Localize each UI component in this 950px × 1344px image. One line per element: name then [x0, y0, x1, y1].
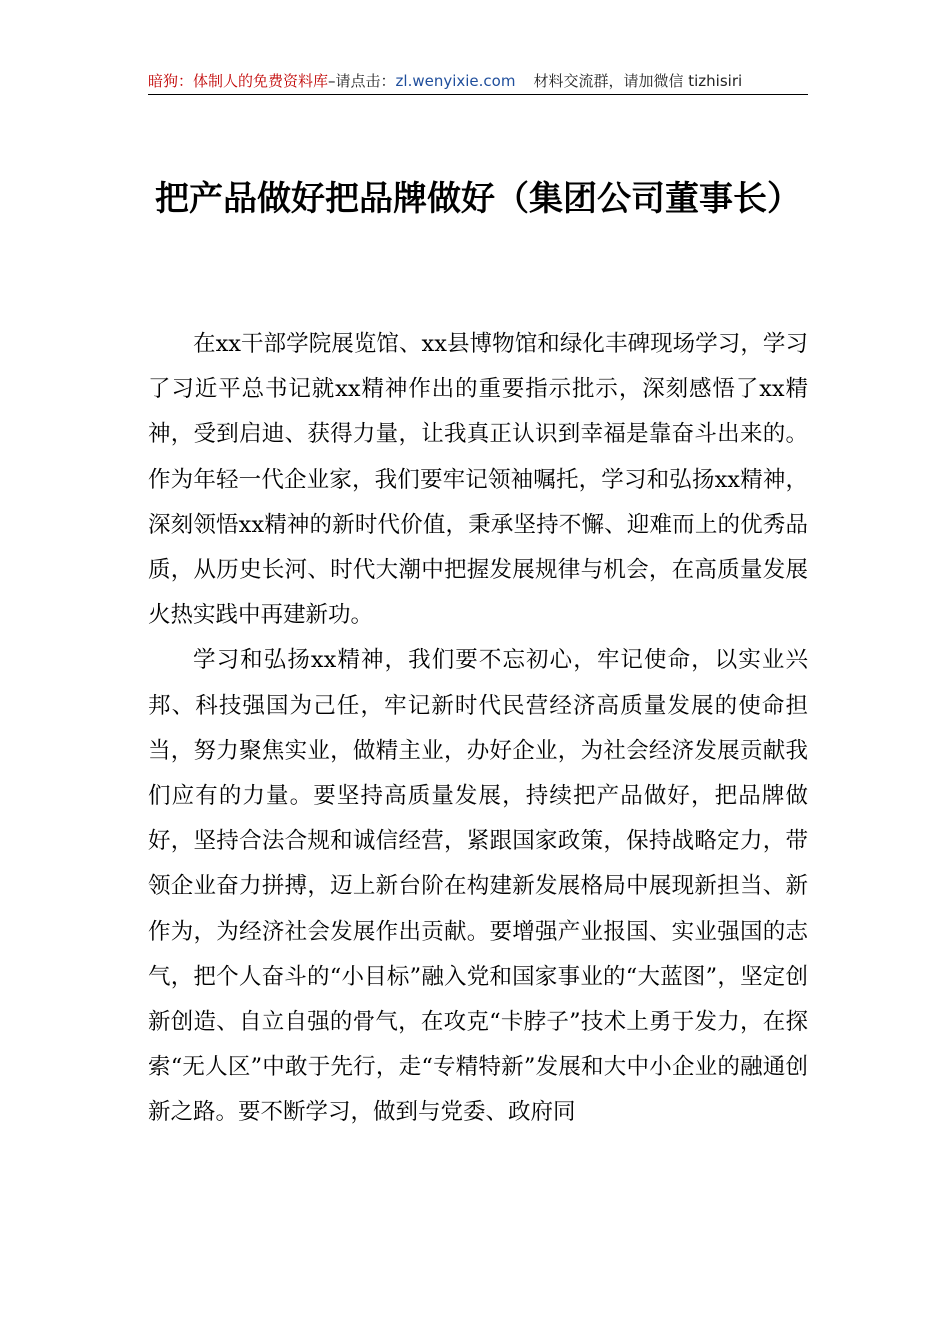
- document-body: [148, 322, 808, 1136]
- document-title: 把产品做好把品牌做好（集团公司董事长）: [155, 179, 801, 219]
- header-site-name: 暗狗：体制人的免费资料库: [148, 72, 329, 90]
- header-click-prompt: –请点击：: [328, 72, 396, 90]
- paragraph-1: 在xx干部学院展览馆、xx县博物馆和绿化丰碑现场学习，学习了习近平总书记就xx精神作出的重要指示批示，深刻感悟了xx精神，受到启迪、获得力量，让我真正认识到幸福是靠奋斗出来的。作为年轻一代企业家，我们要牢记领袖嘱托，学习和弘扬xx精神，深刻领悟xx精神的新时代价值，秉承坚持不懈、迎难而上的优秀品质，从历史长河、时代大潮中把握发展规律与机会，在高质量发展火热实践中再建新功。: [148, 331, 808, 629]
- paragraph-2: 学习和弘扬xx精神，我们要不忘初心，牢记使命，以实业兴邦、科技强国为己任，牢记新时代民营经济高质量发展的使命担当，努力聚焦实业，做精主业，办好企业，为社会经济发展贡献我们应有的力量。要坚持高质量发展，持续把产品做好，把品牌做好，坚持合法合规和诚信经营，紧跟国家政策，保持战略定力，带领企业奋力拼搏，迈上新台阶在构建新发展格局中展现新担当、新作为，为经济社会发展作出贡献。要增强产业报国、实业强国的志气，把个人奋斗的“小目标”融入党和国家事业的“大蓝图”，坚定创新创造、自立自强的骨气，在攻克“卡脖子”技术上勇于发力，在探索“无人区”中敢于先行，走“专精特新”发展和大中小企业的融通创新之路。要不断学习，做到与党委、政府同: [148, 647, 808, 1126]
- header-group-text: 材料交流群，请加微信 tizhisiri: [533, 72, 743, 90]
- header-url-link[interactable]: zl.wenyixie.com: [395, 72, 516, 90]
- page-header-banner: [148, 68, 808, 95]
